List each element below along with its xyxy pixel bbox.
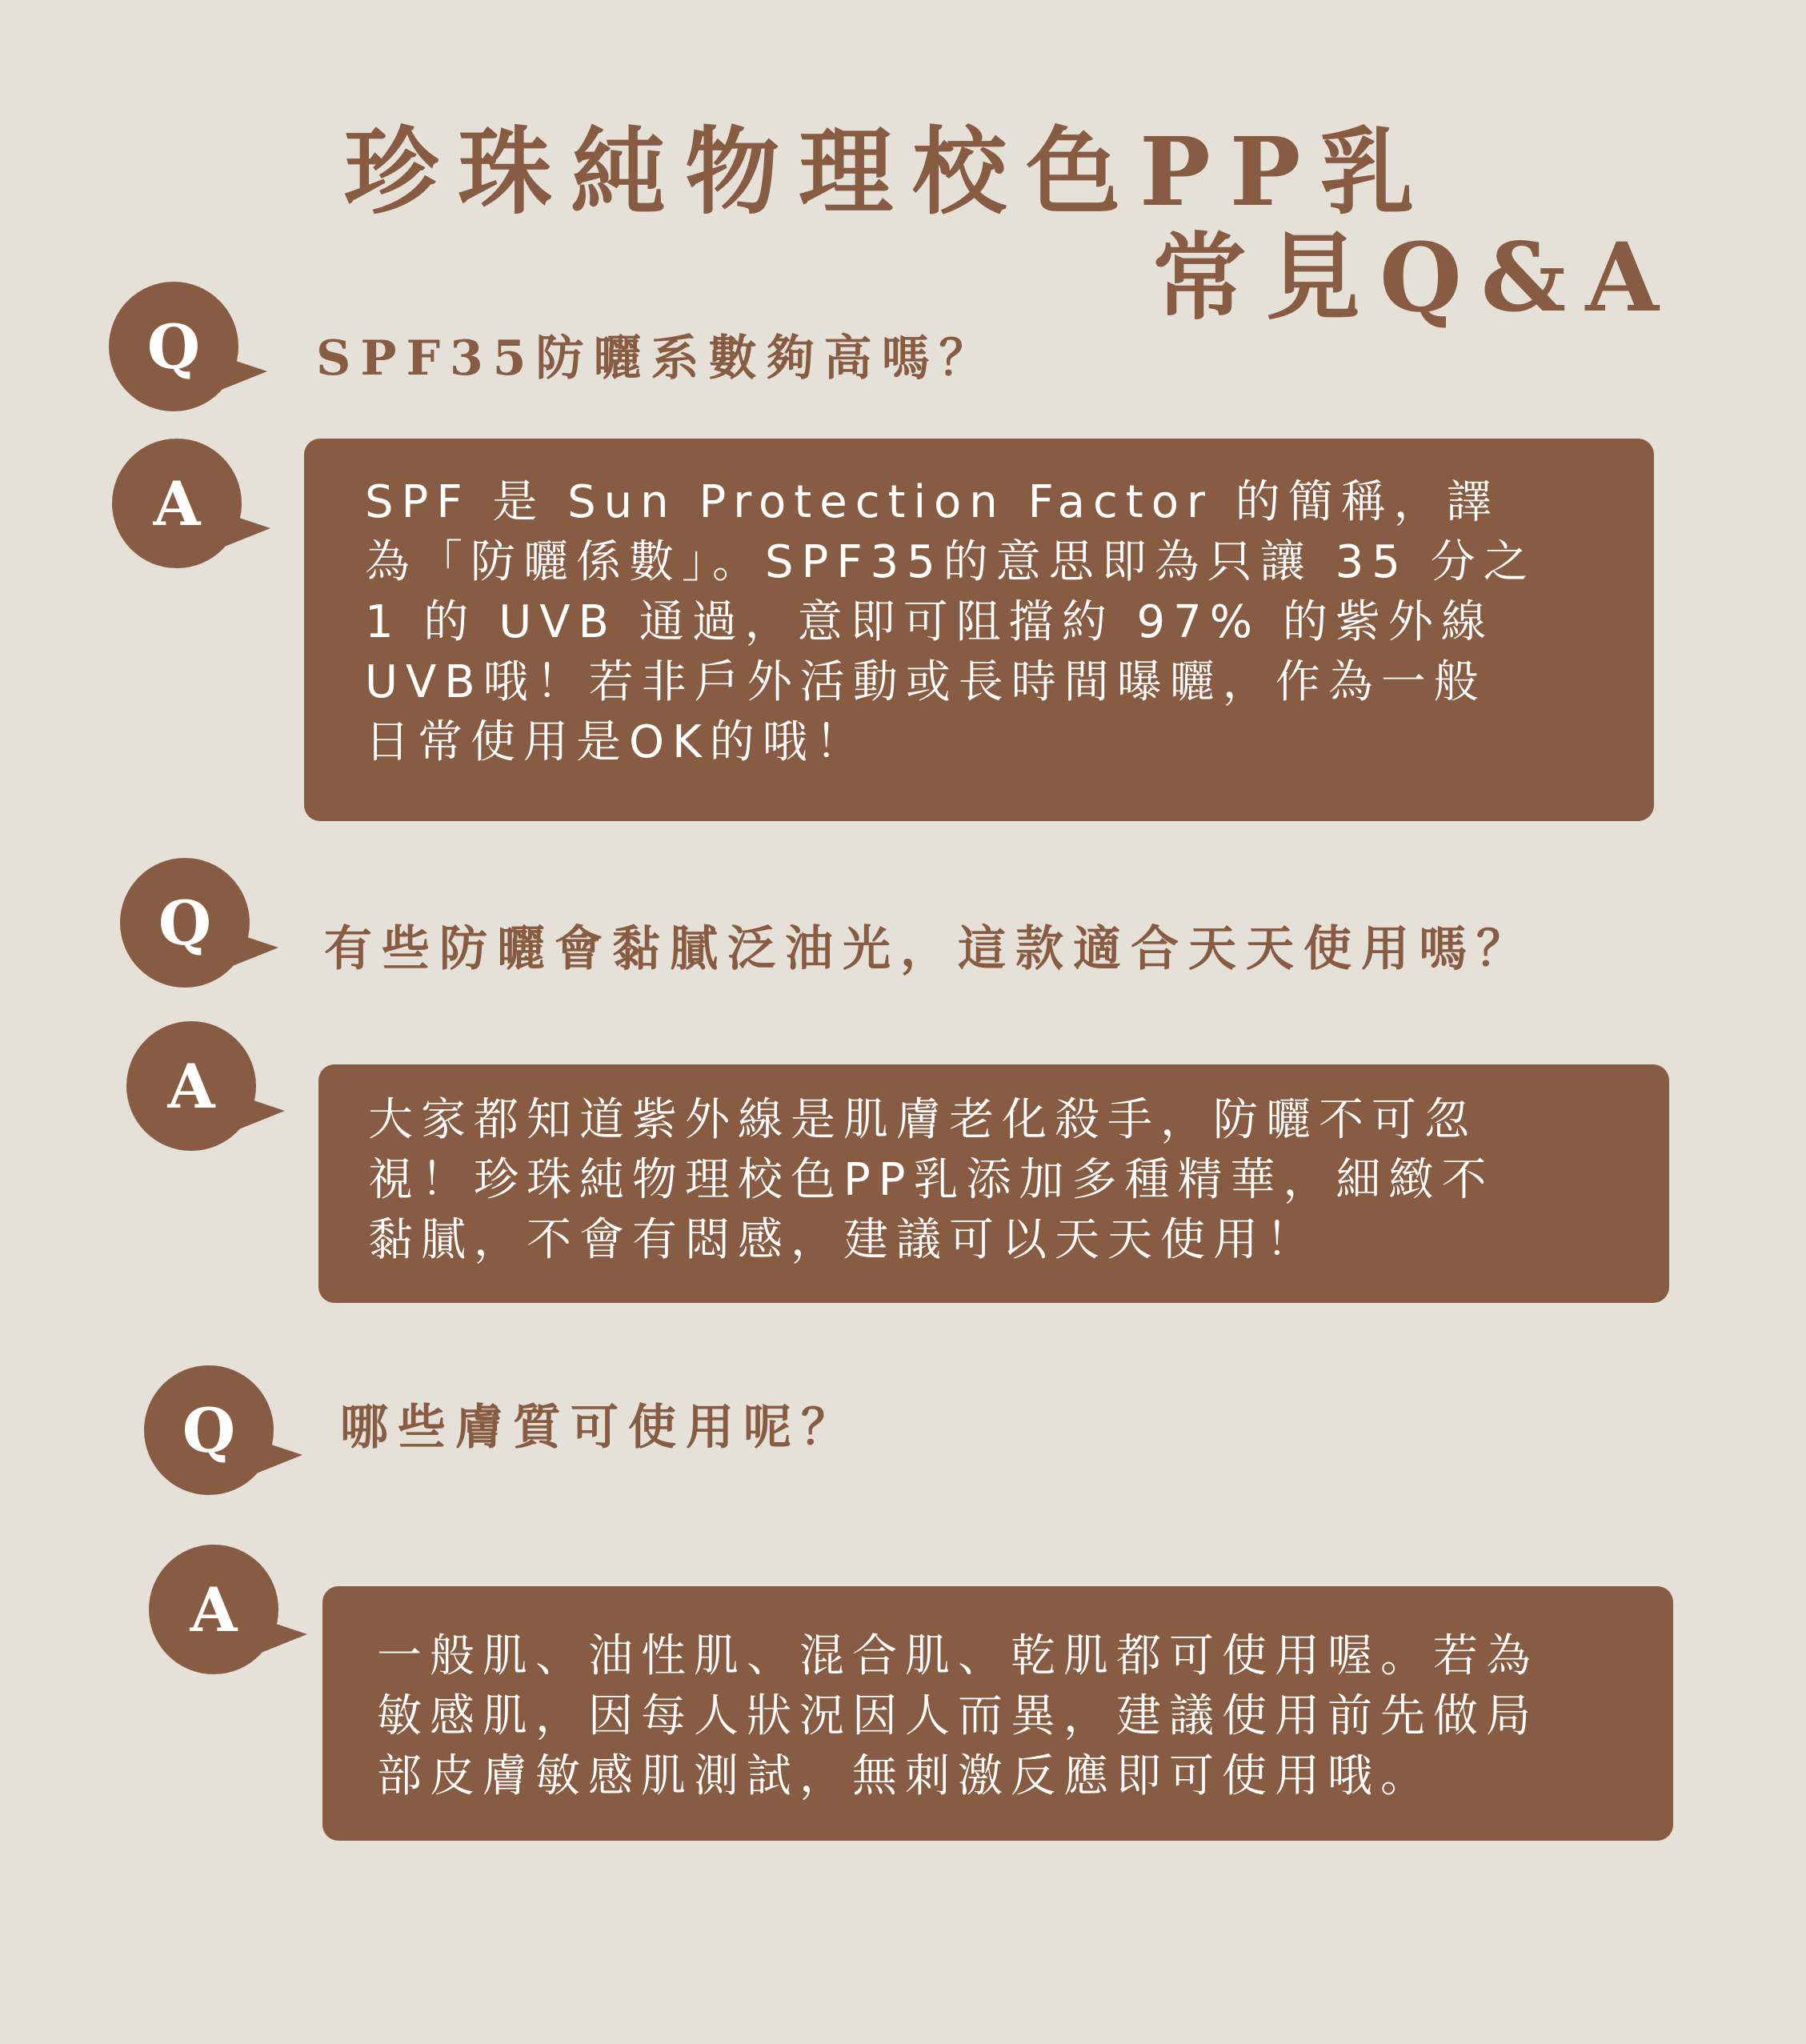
speech-tail-icon [219, 355, 267, 391]
speech-tail-icon [259, 1618, 307, 1653]
answer-badge-3 [149, 1545, 301, 1681]
question-2: 有些防曬會黏膩泛油光，這款適合天天使用嗎？ [324, 921, 1534, 977]
page-title-line-1: 珍珠純物理校色PP乳 [344, 116, 1434, 227]
answer-text-1: SPF 是 Sun Protection Factor 的簡稱，譯 為「防曬係數」。SPF35的意思即為只讓 35 分之 1 的 UVB 通過，意即可阻擋約 97% 的紫外線 UVB哦！若非戶外活動或長時間曝曬，作為一般 日常使用是OK的哦！ [365, 476, 1536, 768]
speech-tail-icon [222, 512, 270, 547]
q-mark: Q [144, 1365, 274, 1495]
speech-tail-icon [254, 1439, 302, 1474]
question-badge-2 [120, 858, 272, 994]
a-mark: A [126, 1021, 256, 1151]
speech-tail-icon [237, 1095, 285, 1130]
answer-box-1 [304, 439, 1654, 821]
a-mark: A [149, 1545, 278, 1674]
answer-text-3: 一般肌、油性肌、混合肌、乾肌都可使用喔。若為 敏感肌，因每人狀況因人而異，建議使用前先做局 部皮膚敏感肌測試，無刺激反應即可使用哦。 [377, 1630, 1539, 1802]
question-badge-3 [144, 1365, 296, 1501]
answer-text-2: 大家都知道紫外線是肌膚老化殺手，防曬不可忽 視！珍珠純物理校色PP乳添加多種精華，細緻不 黏膩，不會有悶感，建議可以天天使用！ [368, 1094, 1495, 1266]
question-1: SPF35防曬系數夠高嗎？ [316, 331, 997, 387]
q-mark: Q [109, 282, 238, 411]
q-mark: Q [120, 858, 250, 988]
question-3: 哪些膚質可使用呢？ [340, 1400, 859, 1456]
question-badge-1 [109, 282, 261, 418]
page-title-line-2: 常見Q&A [1152, 222, 1678, 333]
answer-box-3 [322, 1586, 1673, 1841]
answer-badge-1 [112, 439, 264, 575]
a-mark: A [112, 439, 242, 568]
speech-tail-icon [230, 932, 278, 967]
answer-box-2 [318, 1064, 1669, 1303]
answer-badge-2 [126, 1021, 278, 1157]
